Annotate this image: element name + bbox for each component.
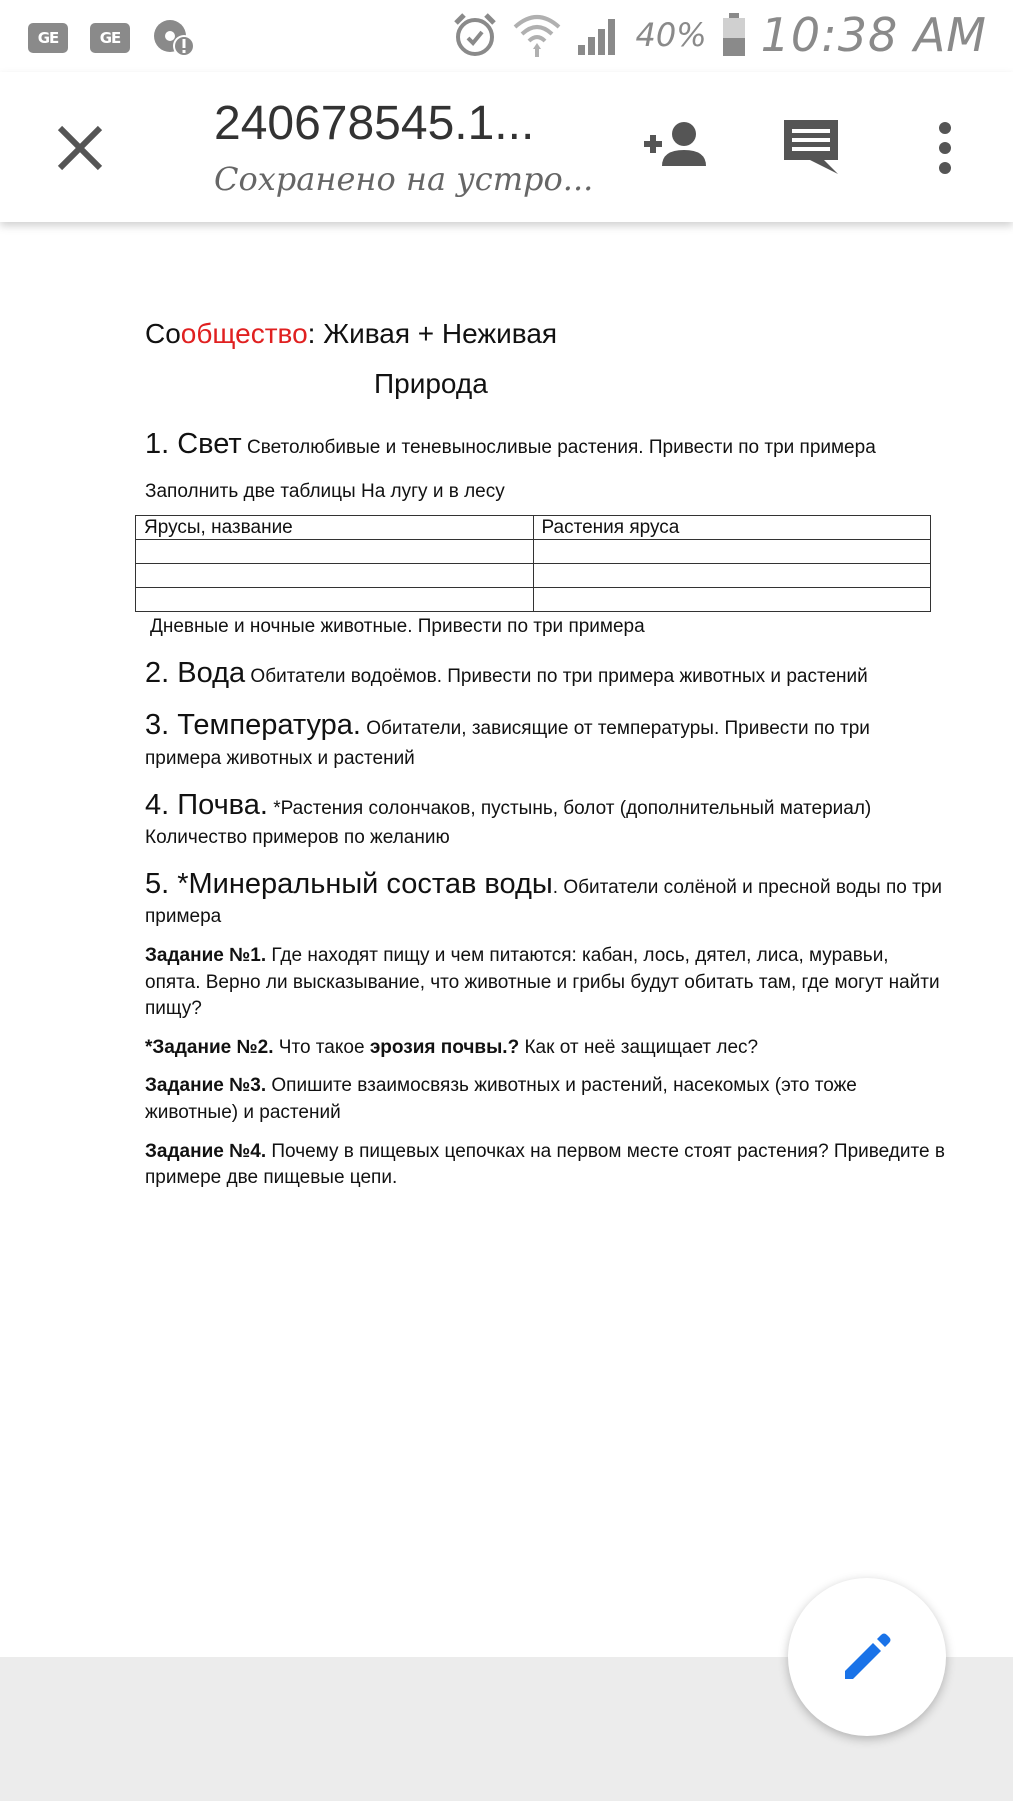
heading-highlight: общество [180, 318, 308, 349]
task-text: Где находят пищу и чем питаются: кабан, лось, дятел, лиса, муравьи, опята. Верно ли высказывание, что животные и грибы будут обитать там, где могут найти пищу? [145, 944, 940, 1020]
battery-percent: 40% [635, 16, 707, 54]
app-bar [0, 72, 1013, 222]
battery-icon [721, 12, 747, 58]
task-4 [145, 1139, 945, 1192]
task-bold-term: эрозия почвы.? [369, 1036, 520, 1058]
table-row [136, 588, 931, 612]
task-text: Опишите взаимосвязь животных и растений, насекомых (это тоже животные) и растений [145, 1075, 857, 1123]
section-text: *Растения солончаков, пустынь, болот (дополнительный материал) Количество примеров по желанию [145, 797, 872, 849]
task-1 [145, 943, 945, 1023]
more-options-button[interactable] [930, 118, 960, 178]
task-label: Задание №1. [145, 944, 267, 966]
comments-button[interactable] [780, 116, 842, 178]
section-text: Обитатели водоёмов. Привести по три примера животных и растений [245, 665, 868, 687]
section-text: Светолюбивые и теневыносливые растения. Привести по три примера [241, 437, 876, 458]
sync-alert-icon [152, 16, 198, 60]
heading-rest: : Живая + Неживая [307, 318, 558, 349]
document-body [145, 318, 945, 1192]
section-2 [145, 653, 945, 694]
tiers-table [135, 515, 931, 612]
task-label: Задание №4. [145, 1140, 267, 1162]
edit-pencil-icon [837, 1627, 897, 1687]
ge-notification-icon: GE [28, 23, 68, 53]
close-button[interactable] [50, 120, 110, 176]
status-bar [0, 0, 1013, 72]
task-text: Что такое [273, 1036, 370, 1058]
section-5 [145, 864, 945, 931]
fill-tables-text: Заполнить две таблицы На лугу и в лесу [145, 480, 505, 502]
section-3 [145, 705, 945, 772]
table-cell [136, 540, 534, 564]
add-person-icon [640, 116, 710, 176]
section-title: 5. *Минеральный состав воды [145, 867, 553, 900]
alarm-icon [452, 11, 498, 59]
table-cell [136, 588, 534, 612]
ge-notification-icon-2: GE [90, 23, 130, 53]
table-row [136, 564, 931, 588]
clock: 10:38 AM [760, 8, 987, 62]
section-title: 4. Почва. [145, 788, 268, 821]
signal-icon [576, 13, 622, 57]
document-title: 240678545.1... [214, 97, 535, 150]
task-text: Почему в пищевых цепочках на первом месте стоят растения? Приведите в примере две пищевые цепи. [145, 1140, 945, 1189]
section-title: 1. Свет [145, 428, 242, 460]
heading-prefix: Со [145, 318, 181, 349]
task-3 [145, 1073, 945, 1126]
task-label: *Задание №2. [145, 1036, 274, 1058]
close-icon [50, 120, 110, 176]
section-text: Обитатели, зависящие от температуры. Привести по три примера животных и растений [145, 718, 870, 769]
wifi-icon [512, 11, 562, 59]
table-cell [533, 564, 931, 588]
table-header-cell: Растения яруса [533, 516, 931, 540]
day-night-text: Дневные и ночные животные. Привести по три примера [150, 616, 645, 638]
save-status: Сохранено на устро... [214, 160, 594, 198]
section-1 [145, 424, 945, 465]
section-title: 3. Температура. [145, 709, 361, 742]
table-header-row [136, 516, 931, 540]
edit-fab-button[interactable] [788, 1578, 946, 1736]
section-text: . Обитатели солёной и пресной воды по три примера [145, 876, 942, 928]
table-header-cell: Ярусы, название [136, 516, 534, 540]
task-text: Как от неё защищает лес? [519, 1036, 759, 1058]
comment-icon [780, 116, 842, 178]
table-cell [136, 564, 534, 588]
document-subheading: Природа [374, 368, 488, 399]
more-vert-icon [930, 118, 960, 178]
task-2 [145, 1035, 945, 1062]
table-row [136, 540, 931, 564]
share-button[interactable] [640, 116, 710, 176]
document-heading [145, 318, 945, 350]
task-label: Задание №3. [145, 1075, 267, 1097]
table-cell [533, 540, 931, 564]
section-4 [145, 785, 945, 852]
section-title: 2. Вода [145, 656, 246, 689]
table-cell [533, 588, 931, 612]
